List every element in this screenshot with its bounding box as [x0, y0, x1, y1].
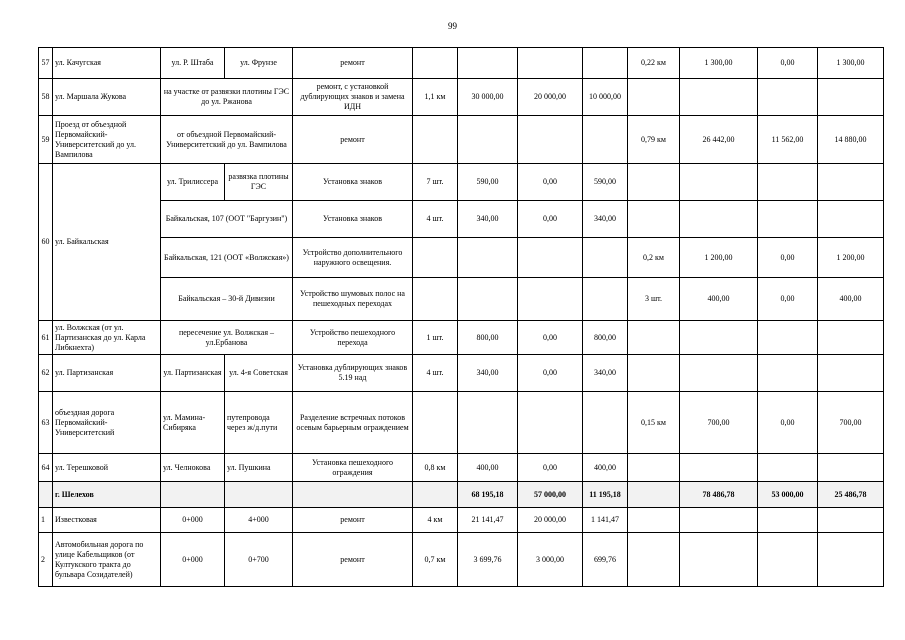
row-number: 64 — [39, 454, 53, 482]
loc-1 — [583, 116, 628, 164]
cost-1 — [458, 278, 518, 321]
row-number: 57 — [39, 48, 53, 79]
work-type: ремонт — [293, 508, 413, 533]
road-name: ул. Партизанская — [53, 355, 161, 392]
cost-1: 3 699,76 — [458, 533, 518, 587]
road-name: Проезд от объездной Первомайский-Университетский до ул. Вампилова — [53, 116, 161, 164]
section-from: ул. Мамина-Сибиряка — [161, 392, 225, 454]
table-row — [39, 454, 884, 482]
fed-1: 3 000,00 — [518, 533, 583, 587]
fed-2 — [758, 355, 818, 392]
fed-1: 20 000,00 — [518, 79, 583, 116]
road-name: объездная дорога Первомайский-Университетский — [53, 392, 161, 454]
table-row — [39, 164, 884, 201]
row-number: 62 — [39, 355, 53, 392]
volume-2 — [628, 454, 680, 482]
loc-1: 1 141,47 — [583, 508, 628, 533]
loc-2: 400,00 — [818, 278, 884, 321]
cost-2 — [680, 164, 758, 201]
work-type — [293, 482, 413, 508]
table-row — [39, 48, 884, 79]
work-type: ремонт, с установкой дублирующих знаков и замена ИДН — [293, 79, 413, 116]
loc-2: 14 880,00 — [818, 116, 884, 164]
volume-2 — [628, 201, 680, 238]
section-from: ул. Партизанская — [161, 355, 225, 392]
road-name: ул. Маршала Жукова — [53, 79, 161, 116]
cost-1: 68 195,18 — [458, 482, 518, 508]
row-number — [39, 482, 53, 508]
road-name: ул. Байкальская — [53, 164, 161, 321]
loc-1: 340,00 — [583, 355, 628, 392]
fed-2: 11 562,00 — [758, 116, 818, 164]
fed-1 — [518, 392, 583, 454]
fed-1 — [518, 238, 583, 278]
work-type: Установка пешеходного ограждения — [293, 454, 413, 482]
section-from: 0+000 — [161, 533, 225, 587]
work-type: Устройство шумовых полос на пешеходных переходах — [293, 278, 413, 321]
section: пересечение ул. Волжская – ул.Ербанова — [161, 321, 293, 355]
volume-1: 1 шт. — [413, 321, 458, 355]
road-name: Автомобильная дорога по улице Кабельщиков (от Култукского тракта до бульвара Созидателей) — [53, 533, 161, 587]
cost-1 — [458, 48, 518, 79]
volume-1 — [413, 278, 458, 321]
fed-2 — [758, 164, 818, 201]
volume-2 — [628, 79, 680, 116]
row-number: 59 — [39, 116, 53, 164]
section-to: 4+000 — [225, 508, 293, 533]
volume-2: 0,15 км — [628, 392, 680, 454]
loc-2 — [818, 508, 884, 533]
loc-1 — [583, 392, 628, 454]
cost-1: 340,00 — [458, 355, 518, 392]
volume-1: 4 км — [413, 508, 458, 533]
loc-2 — [818, 79, 884, 116]
volume-1 — [413, 392, 458, 454]
volume-2 — [628, 321, 680, 355]
section-to: ул. 4-я Советская — [225, 355, 293, 392]
volume-1: 4 шт. — [413, 355, 458, 392]
table-row — [39, 508, 884, 533]
loc-1: 400,00 — [583, 454, 628, 482]
section-from — [161, 482, 225, 508]
loc-2: 700,00 — [818, 392, 884, 454]
loc-2 — [818, 201, 884, 238]
volume-1 — [413, 116, 458, 164]
volume-2: 0,79 км — [628, 116, 680, 164]
cost-2 — [680, 321, 758, 355]
work-type: ремонт — [293, 533, 413, 587]
cost-1 — [458, 392, 518, 454]
row-number: 61 — [39, 321, 53, 355]
cost-1: 340,00 — [458, 201, 518, 238]
road-name: Известковая — [53, 508, 161, 533]
loc-1 — [583, 238, 628, 278]
fed-2 — [758, 321, 818, 355]
work-type: Разделение встречных потоков осевым барьерным ограждением — [293, 392, 413, 454]
table-row — [39, 392, 884, 454]
volume-2: 0,22 км — [628, 48, 680, 79]
fed-1: 0,00 — [518, 201, 583, 238]
cost-2 — [680, 355, 758, 392]
fed-1: 0,00 — [518, 321, 583, 355]
cost-2 — [680, 201, 758, 238]
loc-2 — [818, 164, 884, 201]
fed-1 — [518, 278, 583, 321]
section-to: развязка плотины ГЭС — [225, 164, 293, 201]
city-name: г. Шелехов — [53, 482, 161, 508]
volume-1: 1,1 км — [413, 79, 458, 116]
row-number: 2 — [39, 533, 53, 587]
fed-2: 0,00 — [758, 278, 818, 321]
fed-2: 0,00 — [758, 238, 818, 278]
volume-2 — [628, 164, 680, 201]
loc-2: 1 200,00 — [818, 238, 884, 278]
fed-2: 0,00 — [758, 392, 818, 454]
section-to: путепровода через ж/д.пути — [225, 392, 293, 454]
section: Байкальская – 30-й Дивизии — [161, 278, 293, 321]
loc-2 — [818, 533, 884, 587]
fed-2 — [758, 454, 818, 482]
volume-2 — [628, 508, 680, 533]
row-number: 63 — [39, 392, 53, 454]
table-row — [39, 201, 884, 238]
volume-2: 3 шт. — [628, 278, 680, 321]
loc-1 — [583, 48, 628, 79]
loc-1: 340,00 — [583, 201, 628, 238]
loc-1: 11 195,18 — [583, 482, 628, 508]
page-number: 99 — [448, 21, 457, 31]
work-type: Устройство дополнительного наружного освещения. — [293, 238, 413, 278]
table-row — [39, 116, 884, 164]
loc-1: 800,00 — [583, 321, 628, 355]
cost-1: 590,00 — [458, 164, 518, 201]
fed-2 — [758, 79, 818, 116]
section-from: ул. Р. Штаба — [161, 48, 225, 79]
cost-2 — [680, 533, 758, 587]
loc-2 — [818, 454, 884, 482]
row-number: 1 — [39, 508, 53, 533]
fed-2 — [758, 201, 818, 238]
loc-2 — [818, 355, 884, 392]
section-to: ул. Фрунзе — [225, 48, 293, 79]
road-name: ул. Волжская (от ул. Партизанская до ул. Карла Либкнехта) — [53, 321, 161, 355]
fed-1: 57 000,00 — [518, 482, 583, 508]
section: Байкальская, 121 (ООТ «Волжская») — [161, 238, 293, 278]
row-number: 58 — [39, 79, 53, 116]
road-name: ул. Терешковой — [53, 454, 161, 482]
cost-2: 400,00 — [680, 278, 758, 321]
cost-2: 78 486,78 — [680, 482, 758, 508]
fed-1: 20 000,00 — [518, 508, 583, 533]
fed-2 — [758, 533, 818, 587]
fed-2 — [758, 508, 818, 533]
loc-2: 1 300,00 — [818, 48, 884, 79]
work-type: ремонт — [293, 116, 413, 164]
table-row — [39, 321, 884, 355]
section-to — [225, 482, 293, 508]
cost-2 — [680, 508, 758, 533]
volume-1 — [413, 48, 458, 79]
loc-2: 25 486,78 — [818, 482, 884, 508]
table-row — [39, 533, 884, 587]
table-row — [39, 238, 884, 278]
work-type: ремонт — [293, 48, 413, 79]
cost-1 — [458, 238, 518, 278]
loc-1 — [583, 278, 628, 321]
table-row — [39, 79, 884, 116]
fed-1 — [518, 116, 583, 164]
road-name: ул. Качугская — [53, 48, 161, 79]
volume-2 — [628, 355, 680, 392]
fed-1 — [518, 48, 583, 79]
cost-1: 30 000,00 — [458, 79, 518, 116]
volume-1 — [413, 238, 458, 278]
work-type: Установка знаков — [293, 201, 413, 238]
fed-2: 0,00 — [758, 48, 818, 79]
cost-2: 1 300,00 — [680, 48, 758, 79]
section-from: ул. Челнокова — [161, 454, 225, 482]
cost-2 — [680, 454, 758, 482]
fed-1: 0,00 — [518, 454, 583, 482]
section: от объездной Первомайский-Университетский до ул. Вампилова — [161, 116, 293, 164]
work-type: Устройство пешеходного перехода — [293, 321, 413, 355]
volume-1: 0,8 км — [413, 454, 458, 482]
work-type: Установка знаков — [293, 164, 413, 201]
cost-1: 800,00 — [458, 321, 518, 355]
section-to: 0+700 — [225, 533, 293, 587]
cost-2: 26 442,00 — [680, 116, 758, 164]
volume-1: 0,7 км — [413, 533, 458, 587]
volume-2: 0,2 км — [628, 238, 680, 278]
fed-1: 0,00 — [518, 355, 583, 392]
loc-2 — [818, 321, 884, 355]
work-type: Установка дублирующих знаков 5.19 над — [293, 355, 413, 392]
volume-2 — [628, 533, 680, 587]
cost-1: 400,00 — [458, 454, 518, 482]
section: Байкальская, 107 (ООТ "Баргузин") — [161, 201, 293, 238]
cost-2 — [680, 79, 758, 116]
volume-1: 4 шт. — [413, 201, 458, 238]
cost-1 — [458, 116, 518, 164]
volume-2 — [628, 482, 680, 508]
volume-1: 7 шт. — [413, 164, 458, 201]
loc-1: 10 000,00 — [583, 79, 628, 116]
table-row — [39, 355, 884, 392]
section: на участке от развязки плотины ГЭС до ул. Ржанова — [161, 79, 293, 116]
cost-1: 21 141,47 — [458, 508, 518, 533]
volume-1 — [413, 482, 458, 508]
subtotal-row — [39, 482, 884, 508]
table-row — [39, 278, 884, 321]
section-from: ул. Трилиссера — [161, 164, 225, 201]
section-from: 0+000 — [161, 508, 225, 533]
road-works-table — [38, 47, 884, 587]
section-to: ул. Пушкина — [225, 454, 293, 482]
row-number: 60 — [39, 164, 53, 321]
cost-2: 1 200,00 — [680, 238, 758, 278]
fed-2: 53 000,00 — [758, 482, 818, 508]
loc-1: 699,76 — [583, 533, 628, 587]
loc-1: 590,00 — [583, 164, 628, 201]
fed-1: 0,00 — [518, 164, 583, 201]
cost-2: 700,00 — [680, 392, 758, 454]
